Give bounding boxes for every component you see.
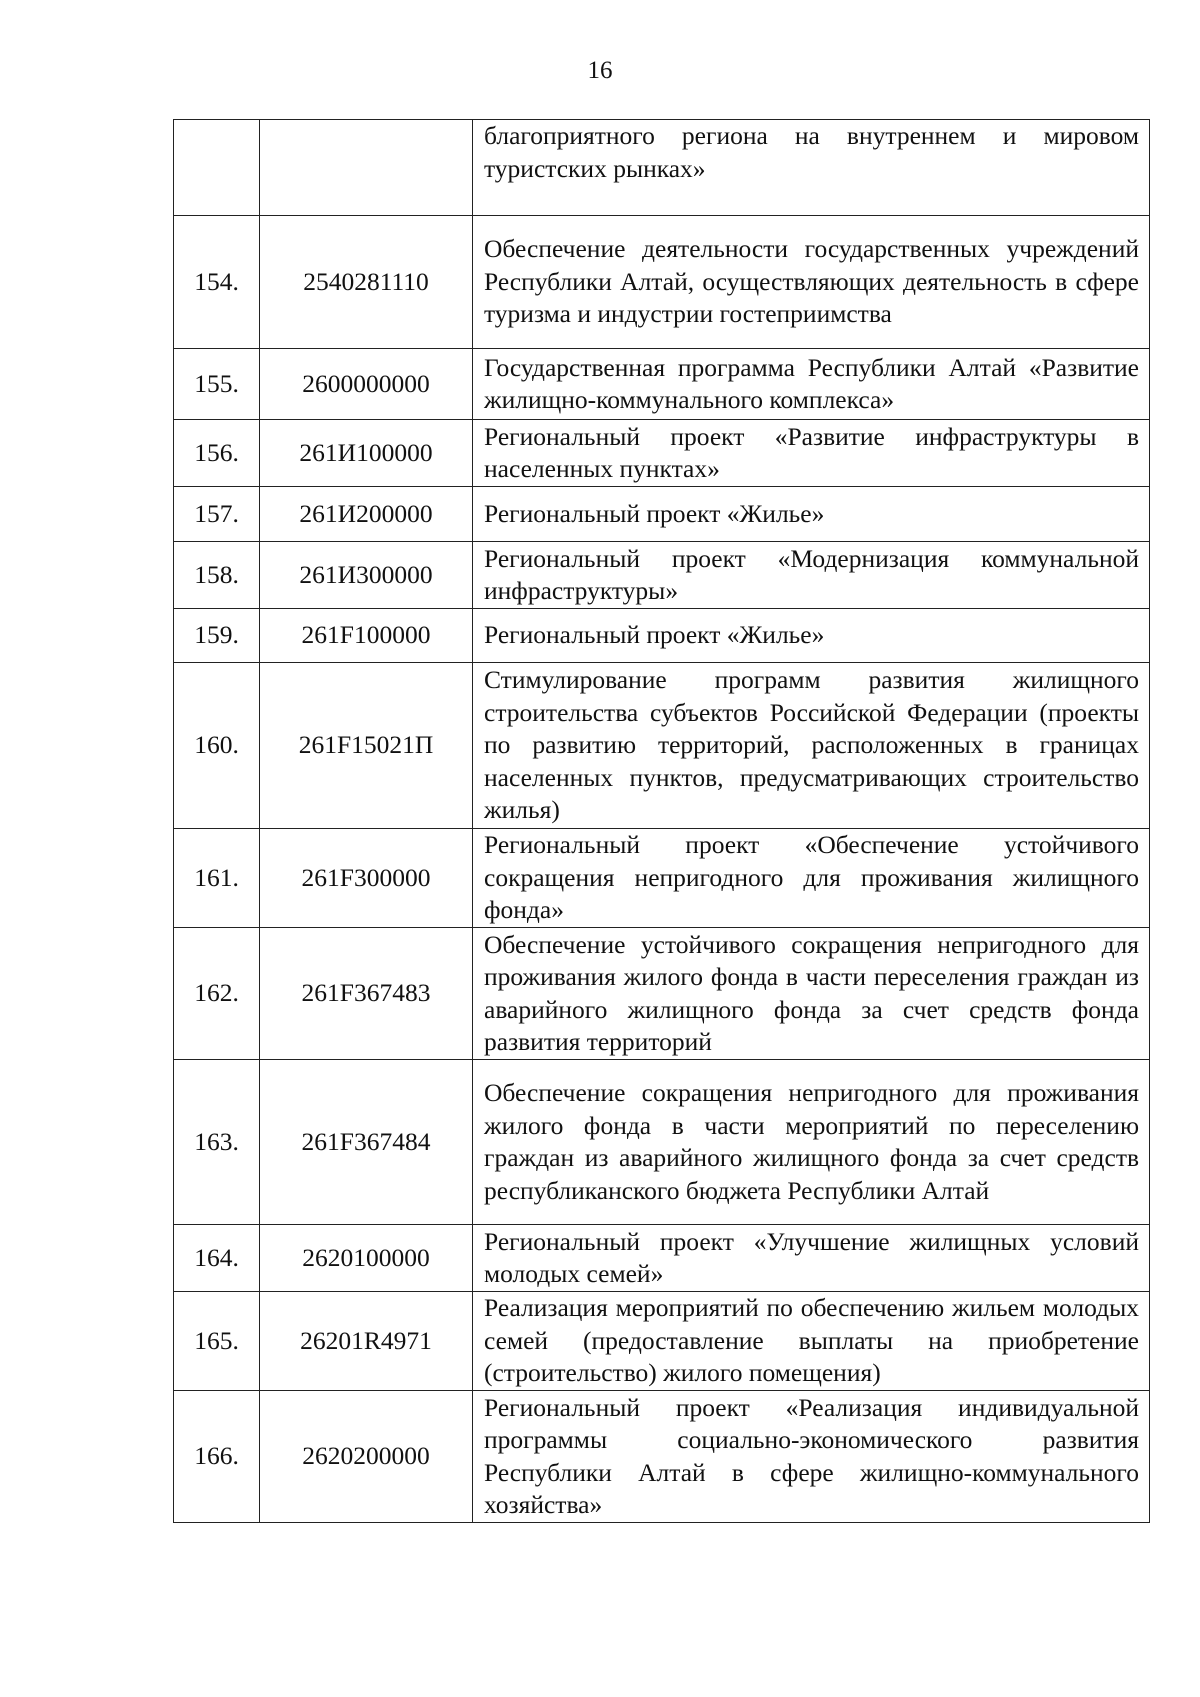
table-row [174,829,1150,928]
item-name: Реализация мероприятий по обеспечению жильем молодых семей (предоставление выплаты на приобретение (строительство) жилого помещения) [473,1292,1150,1391]
budget-code: 261F300000 [260,829,473,928]
table-row [174,120,1150,216]
budget-code: 2620100000 [260,1225,473,1292]
budget-code: 2540281110 [260,216,473,349]
table-row [174,1225,1150,1292]
table-row [174,1292,1150,1391]
row-number: 163. [174,1060,260,1225]
budget-code: 261И100000 [260,420,473,487]
page-number: 16 [587,57,613,84]
table-row [174,542,1150,609]
budget-code: 261F367483 [260,928,473,1060]
item-name: Обеспечение деятельности государственных учреждений Республики Алтай, осуществляющих деятельность в сфере туризма и индустрии гостеприимства [473,216,1150,349]
table-row [174,349,1150,420]
row-number: 158. [174,542,260,609]
item-name: Региональный проект «Жилье» [473,487,1150,542]
table-row [174,216,1150,349]
item-name: Региональный проект «Жилье» [473,609,1150,663]
budget-code: 2600000000 [260,349,473,420]
budget-code: 261F367484 [260,1060,473,1225]
row-number: 164. [174,1225,260,1292]
row-number: 160. [174,663,260,829]
budget-code-table [173,119,1150,1523]
row-number: 159. [174,609,260,663]
row-number: 156. [174,420,260,487]
row-number [174,120,260,216]
row-number: 166. [174,1391,260,1523]
table-row [174,420,1150,487]
budget-code: 2620200000 [260,1391,473,1523]
row-number: 155. [174,349,260,420]
budget-code: 261И300000 [260,542,473,609]
item-name: Обеспечение устойчивого сокращения непригодного для проживания жилого фонда в части переселения граждан из аварийного жилищного фонда за счет средств фонда развития территорий [473,928,1150,1060]
budget-code: 261F100000 [260,609,473,663]
budget-code [260,120,473,216]
row-number: 165. [174,1292,260,1391]
budget-code: 261И200000 [260,487,473,542]
row-number: 157. [174,487,260,542]
table-row [174,663,1150,829]
table-row [174,487,1150,542]
budget-code: 261F15021П [260,663,473,829]
item-name: Стимулирование программ развития жилищного строительства субъектов Российской Федерации (проекты по развитию территорий, расположенных в границах населенных пунктов, предусматривающих строительство жилья) [473,663,1150,829]
budget-code: 26201R4971 [260,1292,473,1391]
table-row [174,1060,1150,1225]
item-name: благоприятного региона на внутреннем и мировом туристских рынках» [473,120,1150,216]
item-name: Государственная программа Республики Алтай «Развитие жилищно-коммунального комплекса» [473,349,1150,420]
item-name: Региональный проект «Улучшение жилищных условий молодых семей» [473,1225,1150,1292]
table-row [174,928,1150,1060]
item-name: Региональный проект «Реализация индивидуальной программы социально-экономического развития Республики Алтай в сфере жилищно-коммунального хозяйства» [473,1391,1150,1523]
item-name: Региональный проект «Развитие инфраструктуры в населенных пунктах» [473,420,1150,487]
item-name: Региональный проект «Обеспечение устойчивого сокращения непригодного для проживания жилищного фонда» [473,829,1150,928]
row-number: 162. [174,928,260,1060]
item-name: Региональный проект «Модернизация коммунальной инфраструктуры» [473,542,1150,609]
item-name: Обеспечение сокращения непригодного для проживания жилого фонда в части мероприятий по переселению граждан из аварийного жилищного фонда за счет средств республиканского бюджета Республики Алтай [473,1060,1150,1225]
table-row [174,609,1150,663]
row-number: 161. [174,829,260,928]
table-row [174,1391,1150,1523]
row-number: 154. [174,216,260,349]
